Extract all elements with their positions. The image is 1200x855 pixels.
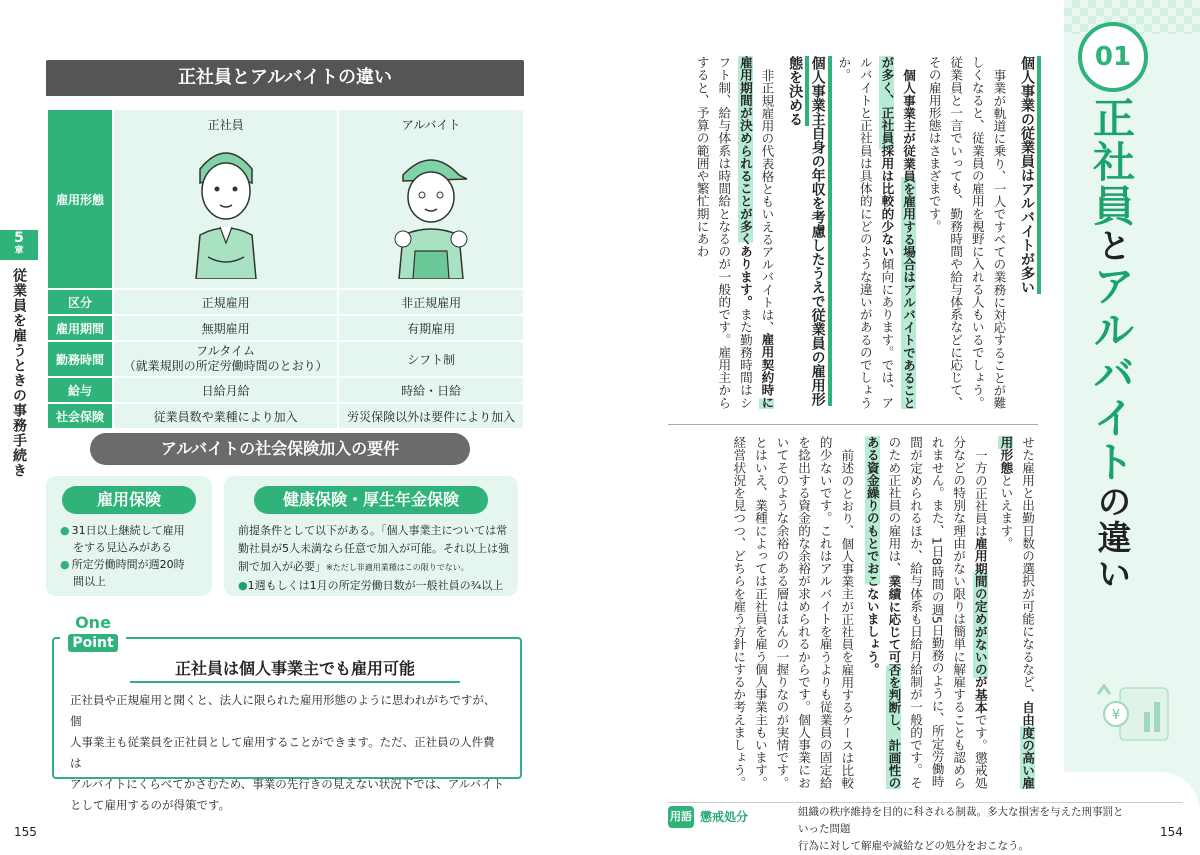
paragraph (995, 436, 1038, 792)
list-item-cont (60, 573, 185, 590)
glossary-tag: 用語 (668, 806, 694, 828)
paragraph-text: 一方の正社員は (972, 448, 988, 537)
onepoint-line: 人事業主も従業員を正社員として雇用することができます。ただ、正社員の人件費は (70, 735, 495, 770)
bullet-icon: ● (238, 579, 248, 592)
title-part-arubaito: アルバイト (1087, 264, 1136, 484)
comparison-title: 正社員とアルバイトの違い (46, 60, 524, 96)
kikan-seishain: 無期雇用 (113, 315, 338, 341)
kenko-item-text: 1週もしくは1月の所定労働日数が一般社員の¾以上 (247, 579, 504, 592)
onepoint-one: One (75, 613, 111, 632)
koyo-hoken-box (46, 476, 212, 596)
page-number-right: 154 (1160, 825, 1183, 839)
lower-column (666, 436, 1038, 792)
koyo-hoken-title: 雇用保険 (62, 486, 196, 514)
onepoint-body (70, 690, 506, 816)
heading-2-text: 個人事業主自身の年収を考慮したうえで従業員の雇用形態を決める (787, 56, 832, 406)
paragraph-bold: 雇用契約時に雇用期間が決められることが多くあります。 (737, 56, 775, 409)
paragraph (833, 56, 919, 416)
kenko-line1: 前提条件として以下がある。「個人事業主については常 (238, 524, 508, 537)
glossary-line: 行為に対して解雇や減給などの処分をおこなう。 (798, 840, 1029, 852)
jikan-seishain-line2: （就業規則の所定労働時間のとおり） (123, 359, 328, 373)
chapter-number: 5 (14, 230, 24, 246)
heading-2 (783, 56, 828, 416)
paragraph-bold: 雇用期間の定めがないのが基本 (972, 536, 988, 714)
paragraph-bold: 自由度の高い雇用形態 (998, 436, 1035, 789)
onepoint-badge (60, 614, 126, 664)
list-item: ● 所定労働時間が週20時 (60, 556, 185, 573)
row-header-kikan: 雇用期間 (47, 315, 113, 341)
chapter-suffix: 章 (14, 246, 24, 256)
section-title (1086, 96, 1136, 592)
page-number-left: 155 (14, 825, 37, 839)
list-item-text: 間以上 (73, 575, 106, 588)
title-part-seishain: 正社員 (1087, 96, 1136, 228)
glossary-line: 組織の秩序維持を目的に科される制裁。多大な損害を与えた刑事罰といった問題 (798, 806, 1124, 835)
kyuyo-arubaito: 時給・日給 (338, 377, 524, 403)
kyuyo-seishain: 日給月給 (113, 377, 338, 403)
upper-column (666, 56, 1038, 416)
onepoint-line: アルバイトにくらべてかさむため、事業の先行きの見えない状況下では、アルバイト (70, 777, 505, 791)
row-header-employment: 雇用形態 (47, 109, 113, 289)
onepoint-line: として雇用するのが得策です。 (70, 798, 231, 812)
paragraph (861, 436, 991, 792)
row-header-kyuyo: 給与 (47, 377, 113, 403)
finance-icon (1094, 684, 1172, 744)
kubun-seishain: 正規雇用 (113, 289, 338, 315)
glossary-divider (668, 802, 1183, 803)
arubaito-illustration (387, 139, 475, 279)
row-header-jikan: 勤務時間 (47, 341, 113, 377)
row-header-shakai: 社会保険 (47, 403, 113, 429)
list-item: ● 31日以上継続して雇用 (60, 522, 185, 539)
seishain-illustration (182, 139, 270, 279)
paragraph-text: です。懲戒処分などの特別な理由がない限りは簡単に解雇することも認められません。また、1日8時間の週5日勤務のように、所定労働時間が定められるほか、給与体系も日給月給制が一般的です。そのため正社員の雇用は、 (886, 436, 988, 789)
jikan-arubaito: シフト制 (338, 341, 524, 377)
paragraph: 前述のとおり、個人事業主が正社員を雇用するケースは比較的少ないです。これはアルバイトを雇うよりも従業員の固定給を捻出する資金的な余裕が求められるからです。個人事業においてそのような余裕のある層はほんの一握りなのが実情です。とはいえ、業種によっては正社員を雇う個人事業主もいます。経営状況を見つつ、どちらを雇う方針にするか考えましょう。 (731, 436, 855, 789)
title-part-chigai: の違い (1091, 484, 1131, 592)
paragraph-text: 傾向にあります。では、アルバイトと正社員は具体的にどのような違いがあるのでしょうか。 (836, 56, 895, 409)
column-header-arubaito: アルバイト (401, 118, 461, 132)
paragraph-text: また勤務時間はシフト制、給与体系は時間給となるのが一般的です。雇用主からすると、予算の範囲や繁忙期にあわ (694, 56, 753, 409)
paragraph-bold: 業績に応じて可否を判断し、計画性のある資金繰りのもとでおこないましょう。 (864, 436, 902, 789)
section-divider (668, 424, 1038, 425)
glossary-term: 懲戒処分 (700, 810, 749, 824)
paragraph (691, 56, 777, 416)
kubun-arubaito: 非正規雇用 (338, 289, 524, 315)
kenko-note: ※ただし非適用業種はこの限りでない。 (326, 563, 469, 572)
kenko-line3-text: 制で加入が必要」 (238, 560, 326, 573)
requirements-title: アルバイトの社会保険加入の要件 (90, 433, 470, 465)
kenko-line3 (238, 558, 514, 577)
column-seishain (113, 109, 338, 289)
kenko-item (238, 577, 514, 595)
list-item-text: をする見込みがある (73, 541, 172, 554)
kikan-arubaito: 有期雇用 (338, 315, 524, 341)
paragraph-text: 非正規雇用の代表格ともいえるアルバイトは、 (759, 68, 775, 334)
paragraph-text: せた雇用と出勤日数の選択が可能になるなど、 (1020, 436, 1035, 701)
paragraph: 事業が軌道に乗り、一人ですべての業務に対応することが難しくなると、従業員の雇用を視野に入れる人もいるでしょう。従業員と一言でいっても、勤務時間や給与体系などに応じて、その雇用形態はさまざまです。 (926, 56, 1007, 409)
shakai-seishain: 従業員数や業種により加入 (113, 403, 338, 429)
onepoint-title: 正社員は個人事業主でも雇用可能 (130, 656, 460, 683)
koyo-hoken-list (60, 522, 185, 590)
chapter-tab (0, 230, 38, 260)
section-number: 01 (1078, 22, 1148, 92)
comparison-table (46, 108, 525, 430)
heading-1-text: 個人事業の従業員はアルバイトが多い (1019, 56, 1041, 294)
paragraph-text: といえます。 (998, 473, 1014, 550)
onepoint-point: Point (68, 634, 117, 652)
chapter-title: 従業員を雇うときの事務手続き (11, 268, 27, 478)
heading-1 (1015, 56, 1038, 416)
kenko-hoken-box (224, 476, 518, 596)
kenko-hoken-text (238, 522, 514, 595)
glossary-definition (798, 804, 1128, 855)
list-item-cont (60, 539, 185, 556)
shakai-arubaito: 労災保険以外は要件により加入 (338, 403, 524, 429)
kenko-line2: 勤社員が5人未満なら任意で加入が可能。それ以上は強 (238, 542, 509, 555)
column-arubaito (338, 109, 524, 289)
onepoint-line: 正社員や正規雇用と聞くと、法人に限られた雇用形態のように思われがちですが、個 (70, 693, 496, 728)
column-header-seishain: 正社員 (207, 118, 244, 132)
paragraph-bold: 個人事業主が従業員を雇用する場合はアルバイトであることが多く、正社員採用は比較的少ない (879, 56, 917, 409)
jikan-seishain (113, 341, 338, 377)
jikan-seishain-line1: フルタイム (196, 344, 255, 358)
row-header-kubun: 区分 (47, 289, 113, 315)
svg-text:¥: ¥ (1111, 708, 1121, 723)
kenko-hoken-title: 健康保険・厚生年金保険 (254, 486, 488, 514)
title-part-to: と (1091, 228, 1131, 264)
